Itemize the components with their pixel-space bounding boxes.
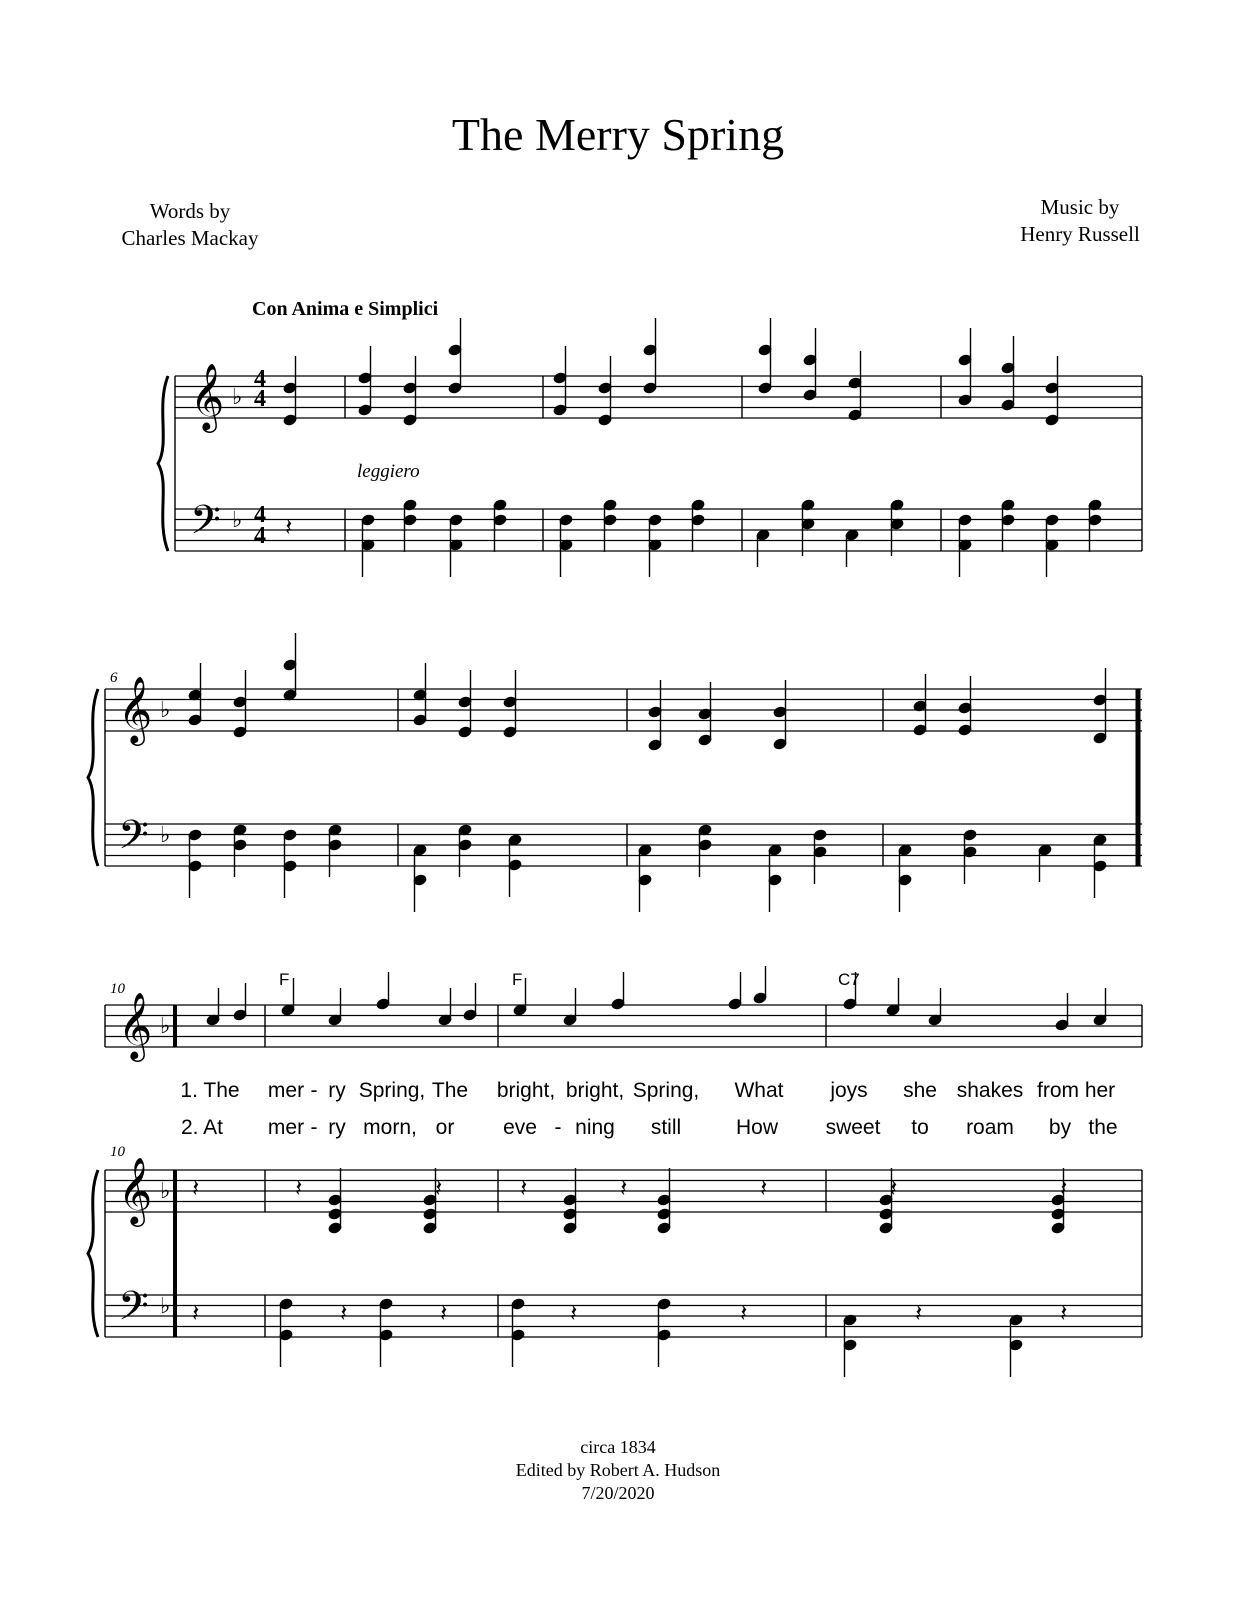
quarter-rest: 𝄽 <box>192 1174 200 1202</box>
brace <box>158 376 168 551</box>
measure-number-10-vocal: 10 <box>110 981 125 997</box>
treble-clef: 𝄞 <box>118 991 153 1059</box>
lyric-syllable: from <box>1037 1079 1079 1102</box>
measure-number-6: 6 <box>110 670 118 686</box>
composer-label: Music by <box>1040 195 1120 219</box>
song-title: The Merry Spring <box>451 109 785 160</box>
quarter-rest: 𝄽 <box>740 1299 748 1327</box>
quarter-rest: 𝄽 <box>285 513 293 541</box>
quarter-rest: 𝄽 <box>1060 1299 1068 1327</box>
lyric-syllable: ry <box>328 1116 346 1139</box>
lyric-syllable: - <box>554 1116 562 1139</box>
time-sig-treble-top: 4 <box>254 366 266 392</box>
composer-name: Henry Russell <box>1020 222 1140 246</box>
lyric-syllable: the <box>1088 1116 1118 1139</box>
lyric-syllable: morn, <box>363 1116 417 1139</box>
lyric-syllable: ry <box>328 1079 346 1102</box>
time-sig-treble-bottom: 4 <box>254 386 266 412</box>
lyric-syllable: bright, <box>496 1079 556 1102</box>
flat-sign: ♭ <box>160 1014 171 1039</box>
chord-symbol: C7 <box>838 970 860 989</box>
lyric-syllable: 2. At <box>180 1116 224 1139</box>
footer-credits <box>0 1436 1236 1505</box>
lyric-syllable: Spring, <box>632 1079 700 1102</box>
lyric-syllable: 1. The <box>180 1079 240 1102</box>
quarter-rest: 𝄽 <box>570 1299 578 1327</box>
editor-credit: Edited by Robert A. Hudson <box>515 1460 721 1480</box>
bass-clef: 𝄢 <box>118 812 149 868</box>
brace <box>88 1170 98 1337</box>
flat-sign: ♭ <box>160 1179 171 1204</box>
lyric-syllable: - <box>310 1079 318 1102</box>
bass-clef: 𝄢 <box>190 497 221 553</box>
date-note: circa 1834 <box>580 1437 656 1457</box>
lyricist-label: Words by <box>149 199 231 223</box>
lyrics-verse-2 <box>181 1116 1118 1139</box>
brace <box>88 689 98 866</box>
bass-clef: 𝄢 <box>118 1283 149 1339</box>
edit-date: 7/20/2020 <box>581 1483 655 1503</box>
lyric-syllable: joys <box>830 1079 868 1102</box>
lyric-syllable: her <box>1084 1079 1116 1102</box>
quarter-rest: 𝄽 <box>915 1299 923 1327</box>
tempo-marking: Con Anima e Simplici <box>252 298 439 320</box>
flat-sign: ♭ <box>160 698 171 723</box>
lyric-syllable: by <box>1048 1116 1072 1139</box>
lyric-syllable: What <box>734 1079 784 1102</box>
lyric-syllable: shakes <box>956 1079 1024 1102</box>
lyric-syllable: roam <box>966 1116 1014 1139</box>
lyric-syllable: she <box>903 1079 937 1102</box>
flat-sign: ♭ <box>232 508 243 533</box>
flat-sign: ♭ <box>160 1294 171 1319</box>
lyric-syllable: to <box>911 1116 929 1139</box>
quarter-rest: 𝄽 <box>440 1299 448 1327</box>
lyric-syllable: mer <box>267 1116 305 1139</box>
lyric-syllable: How <box>735 1116 779 1139</box>
measure-number-10-piano: 10 <box>110 1144 125 1160</box>
lyric-syllable: Spring, <box>358 1079 426 1102</box>
quarter-rest: 𝄽 <box>620 1174 628 1202</box>
lyricist-name: Charles Mackay <box>121 226 259 250</box>
quarter-rest: 𝄽 <box>760 1174 768 1202</box>
chord-symbol: F <box>279 970 290 989</box>
lyric-syllable: still <box>650 1116 682 1139</box>
quarter-rest: 𝄽 <box>295 1174 303 1202</box>
treble-clef: 𝄞 <box>118 675 153 743</box>
lyric-syllable: eve <box>503 1116 537 1139</box>
quarter-rest: 𝄽 <box>1060 1174 1068 1202</box>
quarter-rest: 𝄽 <box>340 1299 348 1327</box>
lyric-syllable: The <box>431 1079 469 1102</box>
flat-sign: ♭ <box>160 823 171 848</box>
quarter-rest: 𝄽 <box>520 1174 528 1202</box>
lyric-syllable: sweet <box>825 1116 881 1139</box>
time-sig-bass-bottom: 4 <box>254 523 266 549</box>
notes <box>188 318 1107 1377</box>
quarter-rest: 𝄽 <box>890 1174 898 1202</box>
quarter-rest: 𝄽 <box>192 1299 200 1327</box>
lyric-syllable: - <box>310 1116 318 1139</box>
lyric-syllable: ning <box>575 1116 615 1139</box>
lyric-syllable: or <box>435 1116 455 1139</box>
quarter-rest: 𝄽 <box>435 1174 443 1202</box>
chord-symbol: F <box>512 970 523 989</box>
lyric-syllable: mer <box>267 1079 305 1102</box>
time-sig-bass-top: 4 <box>254 502 266 528</box>
lyric-syllable: bright, <box>565 1079 625 1102</box>
treble-clef: 𝄞 <box>118 1156 153 1224</box>
expression-leggiero: leggiero <box>357 461 420 482</box>
flat-sign: ♭ <box>232 385 243 410</box>
treble-clef: 𝄞 <box>190 362 225 430</box>
lyrics-verse-1 <box>180 1079 1115 1102</box>
